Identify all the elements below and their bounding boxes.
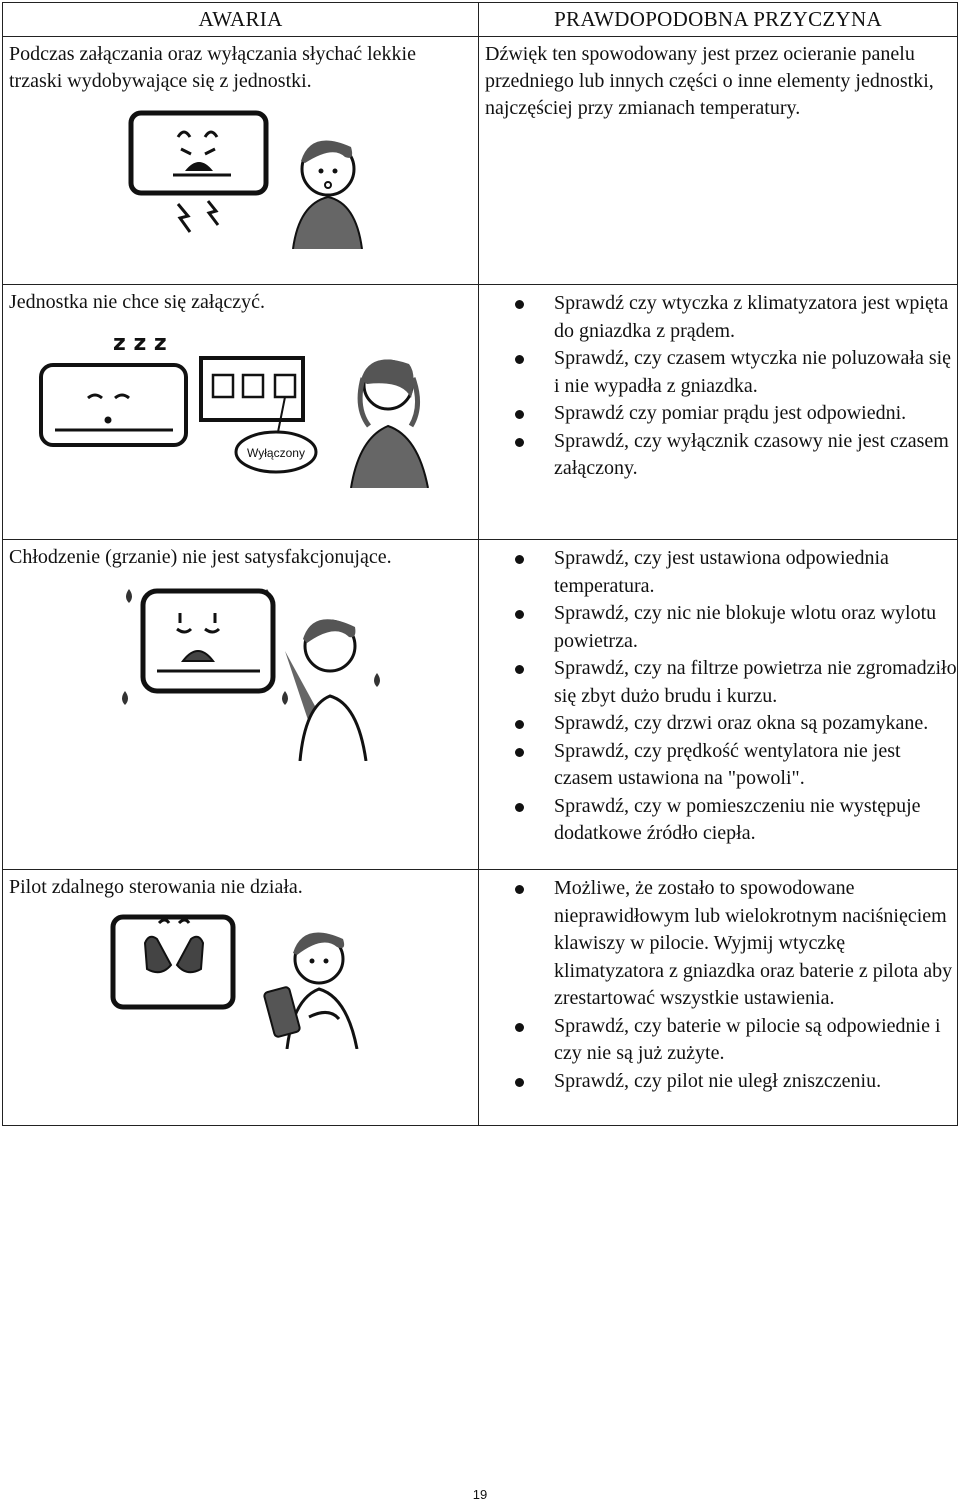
troubleshooting-table: [2, 2, 958, 1126]
checks-cell: [479, 285, 958, 540]
table-row: [3, 540, 958, 870]
bullet-icon: [515, 1078, 524, 1087]
bullet-icon: [515, 438, 524, 447]
checks-cell: [479, 870, 958, 1126]
switch-status-tag: Wyłączony: [247, 446, 305, 460]
bullet-icon: [515, 803, 524, 812]
fault-description: Pilot zdalnego sterowania nie działa.: [9, 876, 303, 898]
header-cause: PRAWDOPODOBNA PRZYCZYNA: [479, 3, 958, 37]
remote-illustration: [109, 909, 478, 1049]
list-item: Sprawdź, czy drzwi oraz okna są pozamykane.: [479, 710, 957, 738]
checks-cell: [479, 540, 958, 870]
table-header-row: [3, 3, 958, 37]
sweating-ac-unit-icon: [115, 581, 405, 761]
bullet-icon: [515, 665, 524, 674]
fault-cell: [3, 37, 479, 285]
list-item: Sprawdź, czy baterie w pilocie są odpowiednie i czy nie są już zużyte.: [479, 1013, 957, 1068]
angry-ac-unit-icon: [123, 109, 363, 249]
fault-description: Jednostka nie chce się załączyć.: [9, 291, 265, 313]
check-list: [479, 285, 957, 483]
bullet-icon: [515, 720, 524, 729]
check-list: [479, 870, 957, 1095]
list-item: Sprawdź czy pomiar prądu jest odpowiedni.: [479, 400, 957, 428]
list-item: Sprawdź, czy jest ustawiona odpowiednia temperatura.: [479, 545, 957, 600]
header-fault: AWARIA: [3, 3, 479, 37]
svg-text:z z z: z z z: [113, 331, 167, 356]
list-item: Sprawdź, czy pilot nie uległ zniszczeniu.: [479, 1068, 957, 1096]
check-list: [479, 540, 957, 848]
bullet-icon: [515, 748, 524, 757]
fault-cell: [3, 870, 479, 1126]
sleeping-ac-unit-icon: [33, 320, 433, 488]
cause-description: Dźwięk ten spowodowany jest przez ocieranie panelu przedniego lub innych części o inne elementy jednostki, najczęściej przy zmianach temperatury.: [485, 43, 934, 119]
table-row: [3, 37, 958, 285]
list-item: Sprawdź, czy czasem wtyczka nie poluzowała się i nie wypadła z gniazdka.: [479, 345, 957, 400]
bullet-icon: [515, 885, 524, 894]
remote-problem-icon: [109, 909, 369, 1049]
list-item: Sprawdź, czy w pomieszczeniu nie występuje dodatkowe źródło ciepła.: [479, 793, 957, 848]
bullet-icon: [515, 610, 524, 619]
list-item: Sprawdź czy wtyczka z klimatyzatora jest wpięta do gniazdka z prądem.: [479, 290, 957, 345]
list-item: Możliwe, że zostało to spowodowane nieprawidłowym lub wielokrotnym naciśnięciem klawiszy w pilocie. Wyjmij wtyczkę klimatyzatora z gniazdka oraz baterie z pilota aby zrestartować wszystkie ustawienia.: [479, 875, 957, 1013]
fault-cell: [3, 540, 479, 870]
no-start-illustration: [33, 320, 478, 488]
cause-cell: [479, 37, 958, 285]
fault-description: Podczas załączania oraz wyłączania słychać lekkie trzaski wydobywające się z jednostki.: [9, 43, 416, 92]
list-item: Sprawdź, czy nic nie blokuje wlotu oraz wylotu powietrza.: [479, 600, 957, 655]
fault-cell: [3, 285, 479, 540]
weak-cooling-illustration: [115, 581, 478, 761]
bullet-icon: [515, 300, 524, 309]
table-row: [3, 285, 958, 540]
table-row: [3, 870, 958, 1126]
page-number: 19: [472, 1487, 488, 1502]
list-item: Sprawdź, czy wyłącznik czasowy nie jest czasem załączony.: [479, 428, 957, 483]
list-item: Sprawdź, czy na filtrze powietrza nie zgromadziło się zbyt dużo brudu i kurzu.: [479, 655, 957, 710]
bullet-icon: [515, 355, 524, 364]
bullet-icon: [515, 555, 524, 564]
bullet-icon: [515, 410, 524, 419]
list-item: Sprawdź, czy prędkość wentylatora nie jest czasem ustawiona na "powoli".: [479, 738, 957, 793]
crackling-illustration: [123, 109, 478, 249]
bullet-icon: [515, 1023, 524, 1032]
fault-description: Chłodzenie (grzanie) nie jest satysfakcjonujące.: [9, 546, 392, 568]
